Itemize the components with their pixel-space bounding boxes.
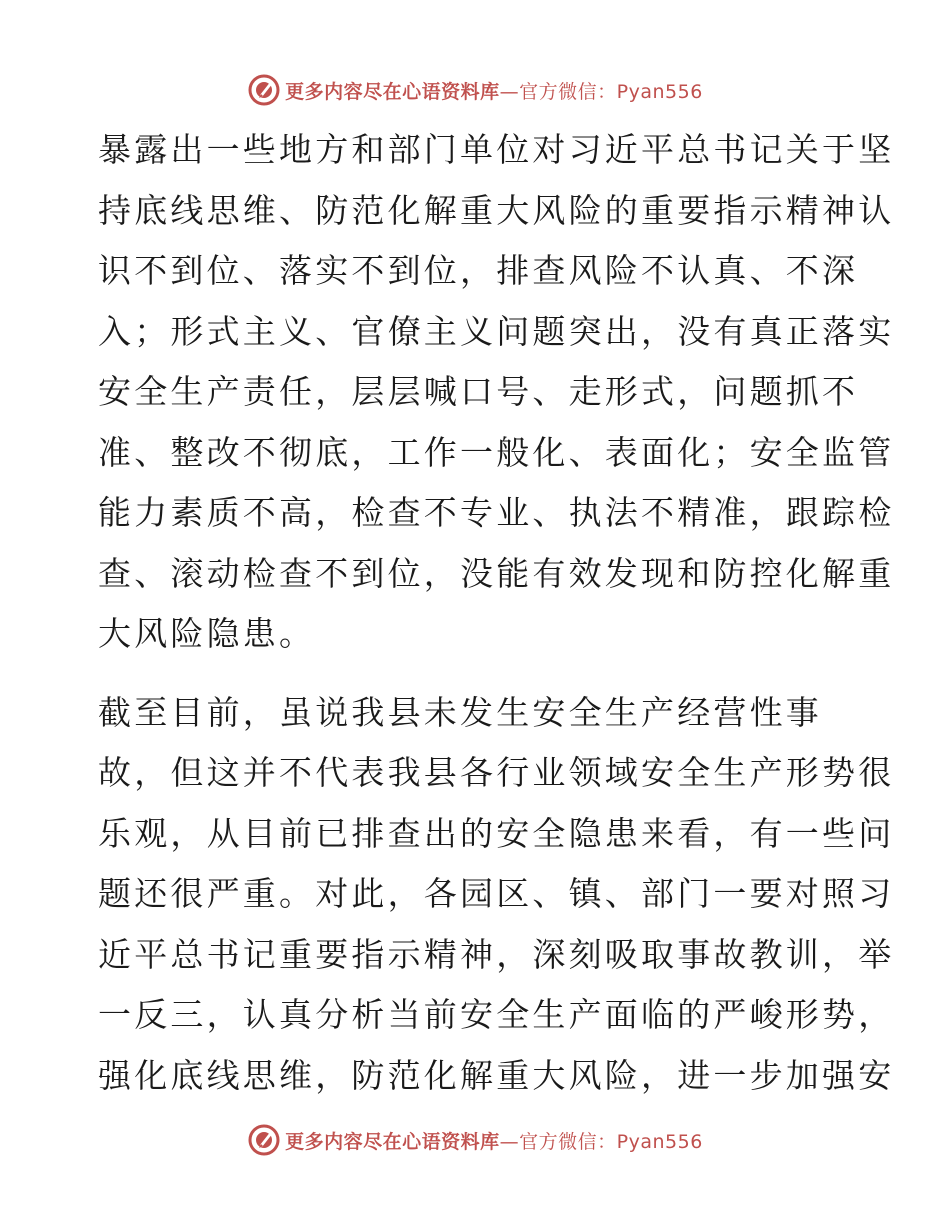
header-banner: [0, 70, 950, 110]
text-line: 一反三，认真分析当前安全生产面临的严峻形势，: [98, 995, 895, 1034]
text-line: 安全生产责任，层层喊口号、走形式，问题抓不: [98, 372, 859, 411]
text-line: 近平总书记重要指示精神，深刻吸取事故教训，举: [98, 934, 895, 974]
text-line: 入；形式主义、官僚主义问题突出，没有真正落实: [98, 311, 895, 351]
text-line: 大风险隐患。: [98, 614, 316, 653]
banner-title: 更多内容尽在心语资料库: [285, 1130, 500, 1153]
text-line: 持底线思维、防范化解重大风险的重要指示精神认: [98, 190, 895, 230]
text-line: 查、滚动检查不到位，没能有效发现和防控化解重: [98, 553, 895, 593]
text-line: 截至目前，虽说我县未发生安全生产经营性事: [98, 692, 822, 732]
banner-title: 更多内容尽在心语资料库: [285, 80, 500, 103]
quill-logo-icon: [247, 73, 281, 107]
banner-wechat: 官方微信：Pyan556: [519, 1130, 703, 1153]
footer-banner-text: [285, 1127, 703, 1154]
text-line: 准、整改不彻底，工作一般化、表面化；安全监管: [98, 432, 895, 472]
paragraph-2: [98, 683, 895, 1107]
text-line: 识不到位、落实不到位，排查风险不认真、不深: [98, 251, 859, 290]
text-line: 能力素质不高，检查不专业、执法不精准，跟踪检: [98, 493, 895, 532]
text-line: 题还很严重。对此，各园区、镇、部门一要对照习: [98, 874, 895, 913]
text-line: 故，但这并不代表我县各行业领域安全生产形势很: [98, 753, 895, 792]
banner-dash: —: [499, 80, 520, 103]
text-line: 暴露出一些地方和部门单位对习近平总书记关于坚: [98, 130, 895, 169]
banner-dash: —: [499, 1130, 520, 1153]
paragraph-1: [98, 120, 895, 665]
paragraph-gap: [98, 665, 858, 683]
footer-banner: [0, 1120, 950, 1160]
text-line: 强化底线思维，防范化解重大风险，进一步加强安: [98, 1055, 895, 1095]
quill-logo-icon: [247, 1123, 281, 1157]
banner-wechat: 官方微信：Pyan556: [519, 80, 703, 103]
header-banner-text: [285, 77, 703, 104]
text-line: 乐观，从目前已排查出的安全隐患来看，有一些问: [98, 813, 895, 853]
document-body: [98, 120, 895, 1106]
